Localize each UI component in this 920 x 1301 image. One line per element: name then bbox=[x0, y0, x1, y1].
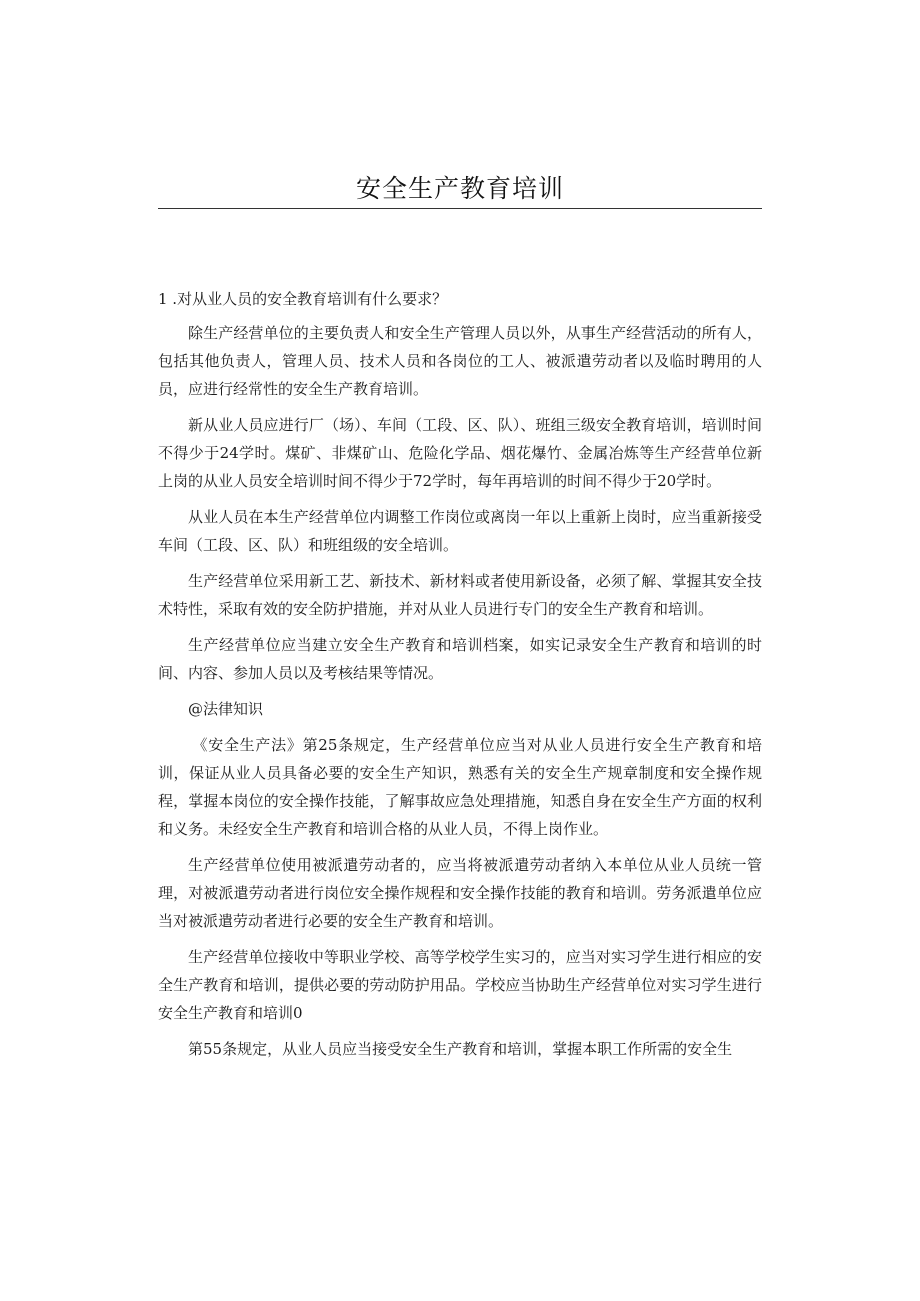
law-paragraph: 《安全生产法》第25条规定，生产经营单位应当对从业人员进行安全生产教育和培训，保证从业人员具备必要的安全生产知识，熟悉有关的安全生产规章制度和安全操作规程，掌握本岗位的安全操作技能，了解事故应急处理措施，知悉自身在安全生产方面的权利和义务。未经安全生产教育和培训合格的从业人员，不得上岗作业。 bbox=[158, 736, 762, 838]
title-divider bbox=[158, 208, 762, 209]
law-knowledge-label: @法律知识 bbox=[188, 700, 264, 718]
law-paragraph: 第55条规定，从业人员应当接受安全生产教育和培训，掌握本职工作所需的安全生 bbox=[188, 1040, 733, 1058]
paragraph: 生产经营单位应当建立安全生产教育和培训档案，如实记录安全生产教育和培训的时间、内容、参加人员以及考核结果等情况。 bbox=[158, 636, 762, 682]
paragraph: 除生产经营单位的主要负责人和安全生产管理人员以外，从事生产经营活动的所有人，包括其他负责人，管理人员、技术人员和各岗位的工人、被派遣劳动者以及临时聘用的人员，应进行经常性的安全生产教育培训。 bbox=[158, 324, 762, 398]
paragraph: 从业人员在本生产经营单位内调整工作岗位或离岗一年以上重新上岗时，应当重新接受车间（工段、区、队）和班组级的安全培训。 bbox=[158, 508, 762, 554]
paragraph: 新从业人员应进行厂（场）、车间（工段、区、队）、班组三级安全教育培训，培训时间不得少于24学时。煤矿、非煤矿山、危险化学品、烟花爆竹、金属冶炼等生产经营单位新上岗的从业人员安全培训时间不得少于72学时，每年再培训的时间不得少于20学时。 bbox=[158, 416, 762, 490]
law-paragraph: 生产经营单位接收中等职业学校、高等学校学生实习的，应当对实习学生进行相应的安全生产教育和培训，提供必要的劳动防护用品。学校应当协助生产经营单位对实习学生进行安全生产教育和培训0 bbox=[158, 948, 762, 1022]
paragraph: 生产经营单位采用新工艺、新技术、新材料或者使用新设备，必须了解、掌握其安全技术特性，采取有效的安全防护措施，并对从业人员进行专门的安全生产教育和培训。 bbox=[158, 572, 762, 618]
question-heading: 1 .对从业人员的安全教育培训有什么要求？ bbox=[158, 290, 448, 308]
law-paragraph: 生产经营单位使用被派遣劳动者的，应当将被派遣劳动者纳入本单位从业人员统一管理，对被派遣劳动者进行岗位安全操作规程和安全操作技能的教育和培训。劳务派遣单位应当对被派遣劳动者进行必要的安全生产教育和培训。 bbox=[158, 856, 762, 930]
document-body bbox=[158, 285, 762, 1071]
page-title: 安全生产教育培训 bbox=[355, 174, 564, 203]
